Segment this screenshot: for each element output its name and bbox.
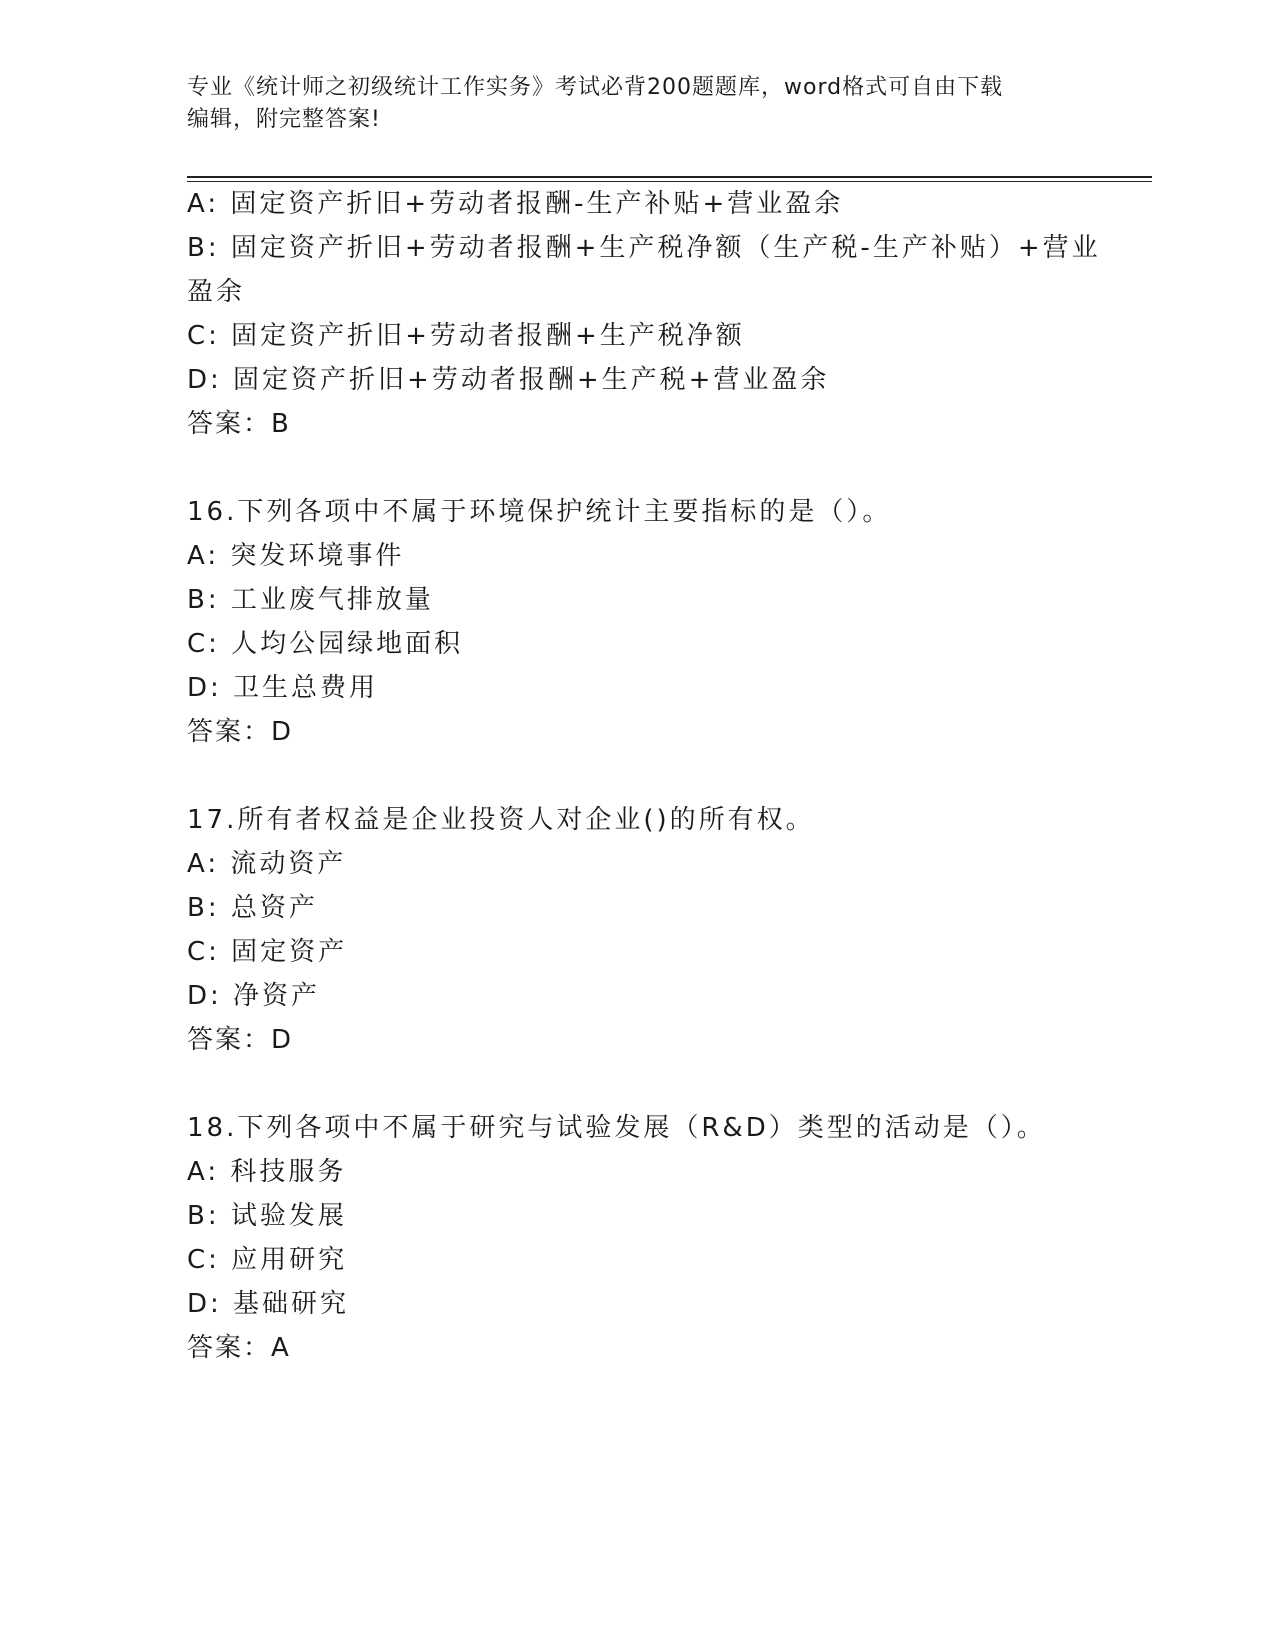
q16-option-c: C: 人均公园绿地面积 [187,629,464,659]
q15-option-a: A: 固定资产折旧+劳动者报酬-生产补贴+营业盈余 [187,189,844,219]
q18-option-a: A: 科技服务 [187,1157,347,1187]
q16-question: 16.下列各项中不属于环境保护统计主要指标的是（）。 [187,497,892,527]
q15-option-c: C: 固定资产折旧+劳动者报酬+生产税净额 [187,321,745,351]
q15-option-b-continued: 盈余 [187,277,246,307]
q18-question: 18.下列各项中不属于研究与试验发展（R&D）类型的活动是（）。 [187,1113,1046,1143]
q17-option-b: B: 总资产 [187,893,318,923]
q15-option-d: D: 固定资产折旧+劳动者报酬+生产税+营业盈余 [187,365,830,395]
header-title-line-2: 编辑，附完整答案! [187,107,381,132]
q17-answer: 答案：D [187,1025,294,1055]
q16-option-a: A: 突发环境事件 [187,541,405,571]
q16-option-b: B: 工业废气排放量 [187,585,434,615]
q15-option-b: B: 固定资产折旧+劳动者报酬+生产税净额（生产税-生产补贴）+营业 [187,233,1101,263]
document-header [187,72,1067,136]
q15-answer: 答案：B [187,409,291,439]
q16-answer: 答案：D [187,717,294,747]
header-divider-thick [187,176,1152,178]
q17-question: 17.所有者权益是企业投资人对企业()的所有权。 [187,805,815,835]
q18-option-c: C: 应用研究 [187,1245,348,1275]
header-title-line-1: 专业《统计师之初级统计工作实务》考试必背200题题库，word格式可自由下载 [187,75,1004,100]
q16-option-d: D: 卫生总费用 [187,673,379,703]
q18-option-d: D: 基础研究 [187,1289,350,1319]
q18-option-b: B: 试验发展 [187,1201,347,1231]
q18-answer: 答案：A [187,1333,291,1363]
header-divider-thin [187,181,1152,182]
q17-option-d: D: 净资产 [187,981,321,1011]
q17-option-a: A: 流动资产 [187,849,347,879]
q17-option-c: C: 固定资产 [187,937,348,967]
